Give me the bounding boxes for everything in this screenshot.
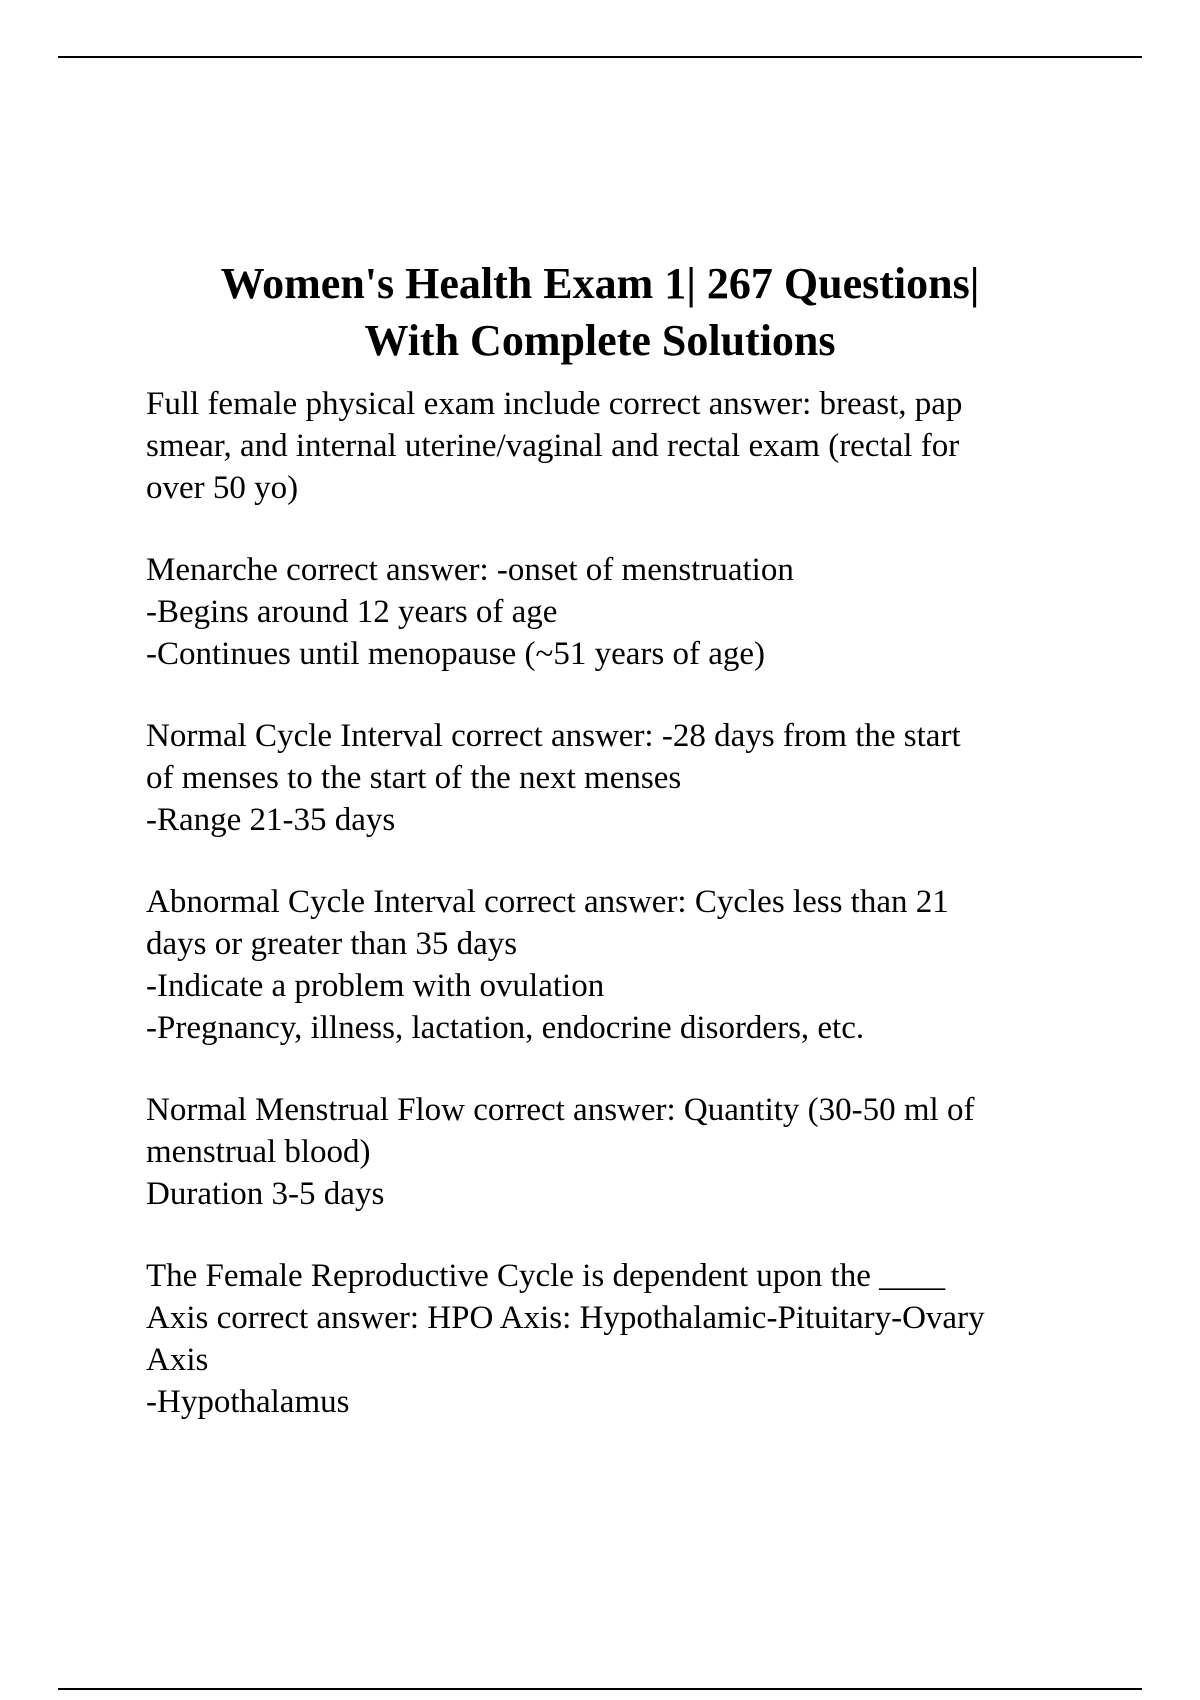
entry-line: Menarche correct answer: -onset of menstruation: [146, 552, 794, 588]
entry-line: -Range 21-35 days: [146, 802, 396, 838]
entry-line: The Female Reproductive Cycle is dependent upon the ____: [146, 1258, 946, 1294]
entry-line: Axis: [146, 1342, 209, 1378]
top-rule: [58, 56, 1142, 58]
entry-line: -Begins around 12 years of age: [146, 594, 558, 630]
qa-entry-menarche: [146, 549, 1106, 675]
entry-line: over 50 yo): [146, 470, 299, 506]
entry-line: -Continues until menopause (~51 years of age): [146, 636, 766, 672]
entry-line: Duration 3-5 days: [146, 1176, 385, 1212]
entry-line: days or greater than 35 days: [146, 926, 518, 962]
document-title: [100, 255, 1100, 369]
entry-line: of menses to the start of the next menses: [146, 760, 682, 796]
qa-entry-normal-menstrual-flow: [146, 1089, 1106, 1215]
qa-entry-hpo-axis: [146, 1255, 1106, 1423]
qa-entry-physical-exam: [146, 383, 1106, 509]
entry-line: Abnormal Cycle Interval correct answer: Cycles less than 21: [146, 884, 949, 920]
bottom-rule: [58, 1688, 1142, 1690]
entry-line: -Indicate a problem with ovulation: [146, 968, 605, 1004]
document-body: [146, 383, 1106, 1463]
entry-line: smear, and internal uterine/vaginal and rectal exam (rectal for: [146, 428, 960, 464]
entry-line: -Hypothalamus: [146, 1384, 350, 1420]
entry-line: -Pregnancy, illness, lactation, endocrine disorders, etc.: [146, 1010, 865, 1046]
entry-line: Normal Menstrual Flow correct answer: Quantity (30-50 ml of: [146, 1092, 975, 1128]
entry-line: Full female physical exam include correct answer: breast, pap: [146, 386, 963, 422]
entry-line: menstrual blood): [146, 1134, 371, 1170]
title-line-2: With Complete Solutions: [364, 316, 836, 366]
entry-line: Axis correct answer: HPO Axis: Hypothalamic-Pituitary-Ovary: [146, 1300, 985, 1336]
qa-entry-normal-cycle-interval: [146, 715, 1106, 841]
qa-entry-abnormal-cycle-interval: [146, 881, 1106, 1049]
title-line-1: Women's Health Exam 1| 267 Questions|: [220, 259, 980, 309]
entry-line: Normal Cycle Interval correct answer: -28 days from the start: [146, 718, 961, 754]
